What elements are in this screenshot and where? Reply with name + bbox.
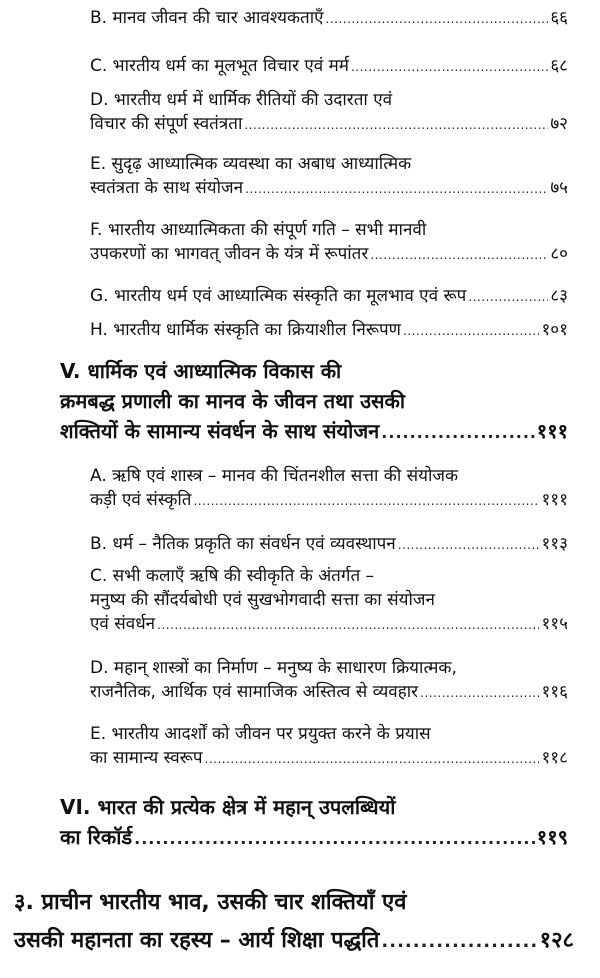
entry-title-line: मनुष्य की सौंदर्यबोधी एवं सुखभोगवादी सत्ता का संयोजन <box>90 590 435 610</box>
entry-page-number: ७२ <box>550 114 568 134</box>
toc-entry[interactable] <box>90 88 568 137</box>
dot-leader <box>326 7 549 31</box>
dot-leader <box>468 285 548 309</box>
dot-leader <box>398 533 540 557</box>
entry-page-number: ६८ <box>550 56 568 76</box>
toc-entry[interactable] <box>90 532 568 557</box>
entry-page-number: १११ <box>541 490 568 510</box>
dot-leader <box>351 55 548 79</box>
toc-entry[interactable] <box>90 284 568 309</box>
entry-title-line: D. महान् शास्त्रों का निर्माण – मनुष्य के साधारण क्रियात्मक, <box>90 658 457 678</box>
entry-title-line: स्वतंत्रता के साथ संयोजन <box>90 178 244 198</box>
entry-title-line: E. सुदृढ़ आध्यात्मिक व्यवस्था का अबाध आध्यात्मिक <box>90 154 412 174</box>
entry-title-line: एवं संवर्धन <box>90 614 156 634</box>
dot-leader <box>244 113 548 137</box>
toc-section-entry[interactable] <box>60 792 568 854</box>
entry-page-number: ११८ <box>541 748 568 768</box>
toc-entry[interactable] <box>90 564 568 637</box>
entry-title-line: राजनैतिक, आर्थिक एवं सामाजिक अस्तित्व से व्यवहार <box>90 682 419 702</box>
entry-title-line: D. भारतीय धर्म में धार्मिक रीतियों की उदारता एवं <box>90 90 393 110</box>
toc-entry[interactable] <box>90 318 568 343</box>
entry-title-line: का सामान्य स्वरूप <box>90 748 203 768</box>
entry-page-number: ७५ <box>550 178 568 198</box>
entry-title-line: उपकरणों का भागवत् जीवन के यंत्र में रूपांतर <box>90 244 369 264</box>
section-title-line: VI. भारत की प्रत्येक क्षेत्र में महान् उपलब्धियों <box>60 795 396 819</box>
section-page-number: ११९ <box>536 825 568 849</box>
toc-entry[interactable] <box>90 6 568 31</box>
toc-entry[interactable] <box>90 218 568 267</box>
dot-leader <box>205 747 540 771</box>
dot-leader <box>420 681 539 705</box>
toc-entry[interactable] <box>90 152 568 201</box>
entry-title-line: C. सभी कलाएँ ऋषि की स्वीकृति के अंतर्गत – <box>90 566 375 586</box>
entry-title-line: B. मानव जीवन की चार आवश्यकताएँ <box>90 8 324 28</box>
entry-page-number: ११५ <box>541 614 568 634</box>
toc-entry[interactable] <box>90 464 568 513</box>
entry-title-line: विचार की संपूर्ण स्वतंत्रता <box>90 114 243 134</box>
section-page-number: १११ <box>536 419 568 443</box>
section-title-line: का रिकॉर्ड <box>60 825 133 849</box>
entry-title-line: कड़ी एवं संस्कृति <box>90 490 192 510</box>
dot-leader <box>381 418 535 448</box>
entry-title-line: H. भारतीय धार्मिक संस्कृति का क्रियाशील निरूपण <box>90 320 401 340</box>
entry-title-line: G. भारतीय धर्म एवं आध्यात्मिक संस्कृति का मूलभाव एवं रूप <box>90 286 467 306</box>
chapter-title-line: ३. प्राचीन भारतीय भाव, उसकी चार शक्तियाँ एवं <box>14 890 407 915</box>
dot-leader <box>381 923 537 961</box>
entry-page-number: ११३ <box>541 534 568 554</box>
section-title-line: क्रमबद्ध प्रणाली का मानव के जीवन तथा उसकी <box>60 389 406 413</box>
toc-entry[interactable] <box>90 54 568 79</box>
entry-page-number: ६६ <box>550 8 568 28</box>
dot-leader <box>245 177 548 201</box>
dot-leader <box>134 824 535 854</box>
toc-entry[interactable] <box>90 722 568 771</box>
dot-leader <box>157 613 539 637</box>
dot-leader <box>193 489 539 513</box>
toc-section-entry[interactable] <box>60 356 568 448</box>
entry-title-line: C. भारतीय धर्म का मूलभूत विचार एवं मर्म <box>90 56 349 76</box>
entry-title-line: E. भारतीय आदर्शों को जीवन पर प्रयुक्त करने के प्रयास <box>90 724 431 744</box>
toc-entry[interactable] <box>90 656 568 705</box>
section-title-line: V. धार्मिक एवं आध्यात्मिक विकास की <box>60 359 342 383</box>
entry-title-line: F. भारतीय आध्यात्मिकता की संपूर्ण गति – सभी मानवी <box>90 220 427 240</box>
section-title-line: शक्तियों के सामान्य संवर्धन के साथ संयोजन <box>60 419 380 443</box>
toc-chapter-entry[interactable] <box>14 884 574 961</box>
entry-page-number: ८३ <box>550 286 568 306</box>
entry-page-number: १०१ <box>541 320 568 340</box>
dot-leader <box>403 319 539 343</box>
entry-page-number: ८० <box>550 244 568 264</box>
entry-title-line: A. ऋषि एवं शास्त्र – मानव की चिंतनशील सत्ता की संयोजक <box>90 466 459 486</box>
dot-leader <box>370 243 548 267</box>
chapter-title-line: उसकी महानता का रहस्य – आर्य शिक्षा पद्धति <box>14 928 380 953</box>
entry-title-line: B. धर्म – नैतिक प्रकृति का संवर्धन एवं व्यवस्थापन <box>90 534 396 554</box>
entry-page-number: ११६ <box>541 682 568 702</box>
chapter-page-number: १२८ <box>539 928 574 953</box>
